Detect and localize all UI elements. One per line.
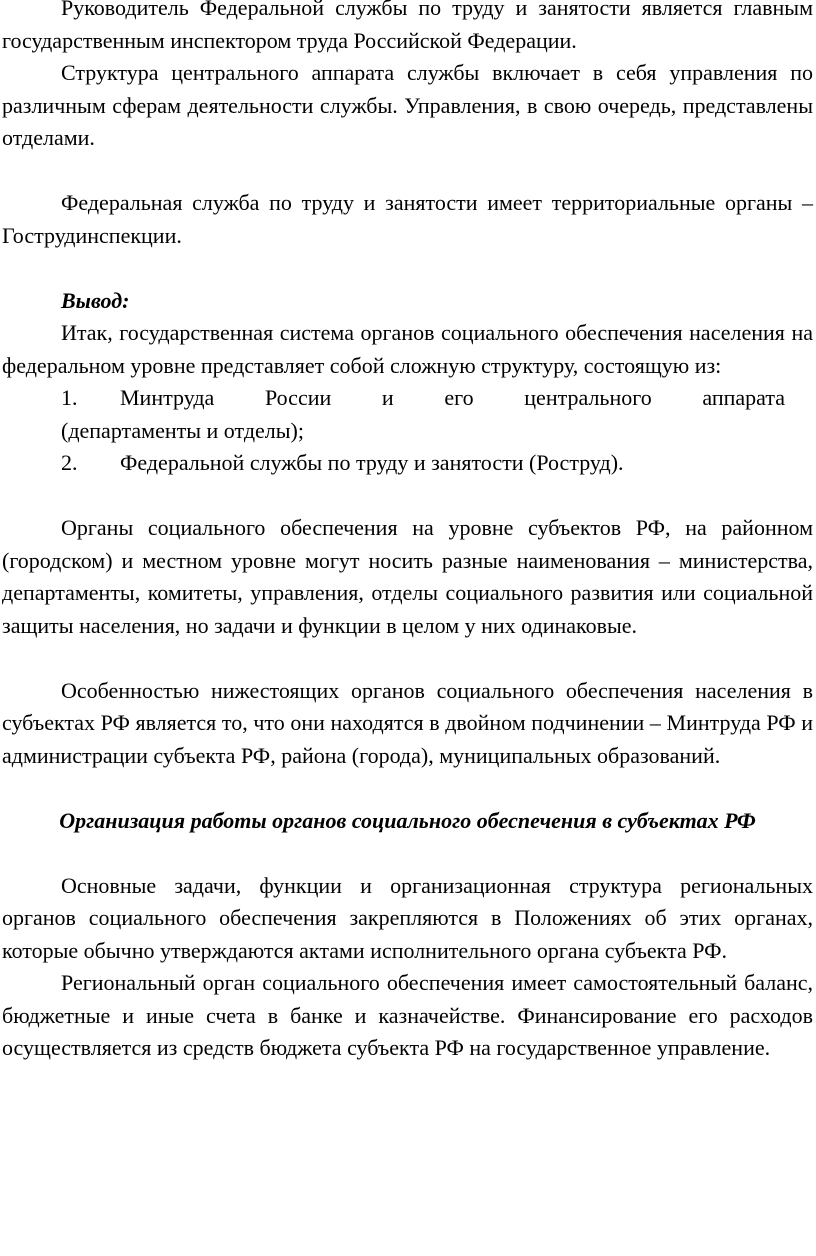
paragraph-regulations: Основные задачи, функции и организационная структура региональных органов социального обеспечения закрепляются в Положениях об этих органах, которые обычно утверждаются актами исполнительного органа субъекта РФ. bbox=[2, 872, 813, 963]
list-item-2 bbox=[61, 447, 813, 480]
list-item-1 bbox=[61, 382, 813, 415]
list-item-text-line1: Минтруда России и его центрального аппарата bbox=[120, 385, 785, 410]
list-number: 1. bbox=[61, 385, 78, 410]
paragraph-conclusion: Итак, государственная система органов социального обеспечения населения на федеральном уровне представляет собой сложную структуру, состоящую из: bbox=[2, 320, 813, 378]
paragraph-financing: Региональный орган социального обеспечения имеет самостоятельный баланс, бюджетные и иные счета в банке и казначействе. Финансирование его расходов осуществляется из средств бюджета субъекта РФ на государственное управление. bbox=[2, 970, 813, 1060]
list-item-text: Федеральной службы по труду и занятости (Роструд). bbox=[120, 450, 624, 475]
conclusion-label: Вывод: bbox=[61, 287, 130, 313]
list-item-1-continuation: (департаменты и отделы); bbox=[61, 417, 304, 443]
paragraph-regional-names: Органы социального обеспечения на уровне субъектов РФ, на районном (городском) и местном уровне могут носить разные наименования – министерства, департаменты, комитеты, управления, отделы социального развития или социальной защиты населения, но задачи и функции в целом у них одинаковые. bbox=[2, 515, 813, 638]
list-number: 2. bbox=[61, 450, 78, 475]
paragraph-territorial-bodies: Федеральная служба по труду и занятости имеет территориальные органы –Гострудинспекции. bbox=[2, 190, 813, 248]
paragraph-head-of-service: Руководитель Федеральной службы по труду и занятости является главным государственным инспектором труда Российской Федерации. bbox=[2, 0, 813, 53]
section-heading: Организация работы органов социального обеспечения в субъектах РФ bbox=[59, 807, 756, 833]
paragraph-double-subordination: Особенностью нижестоящих органов социального обеспечения населения в субъектах РФ является то, что они находятся в двойном подчинении – Минтруда РФ и администрации субъекта РФ, района (города), муниципальных образований. bbox=[2, 677, 813, 768]
paragraph-central-apparatus: Структура центрального аппарата службы включает в себя управления по различным сферам деятельности службы. Управления, в свою очередь, представлены отделами. bbox=[2, 60, 813, 150]
